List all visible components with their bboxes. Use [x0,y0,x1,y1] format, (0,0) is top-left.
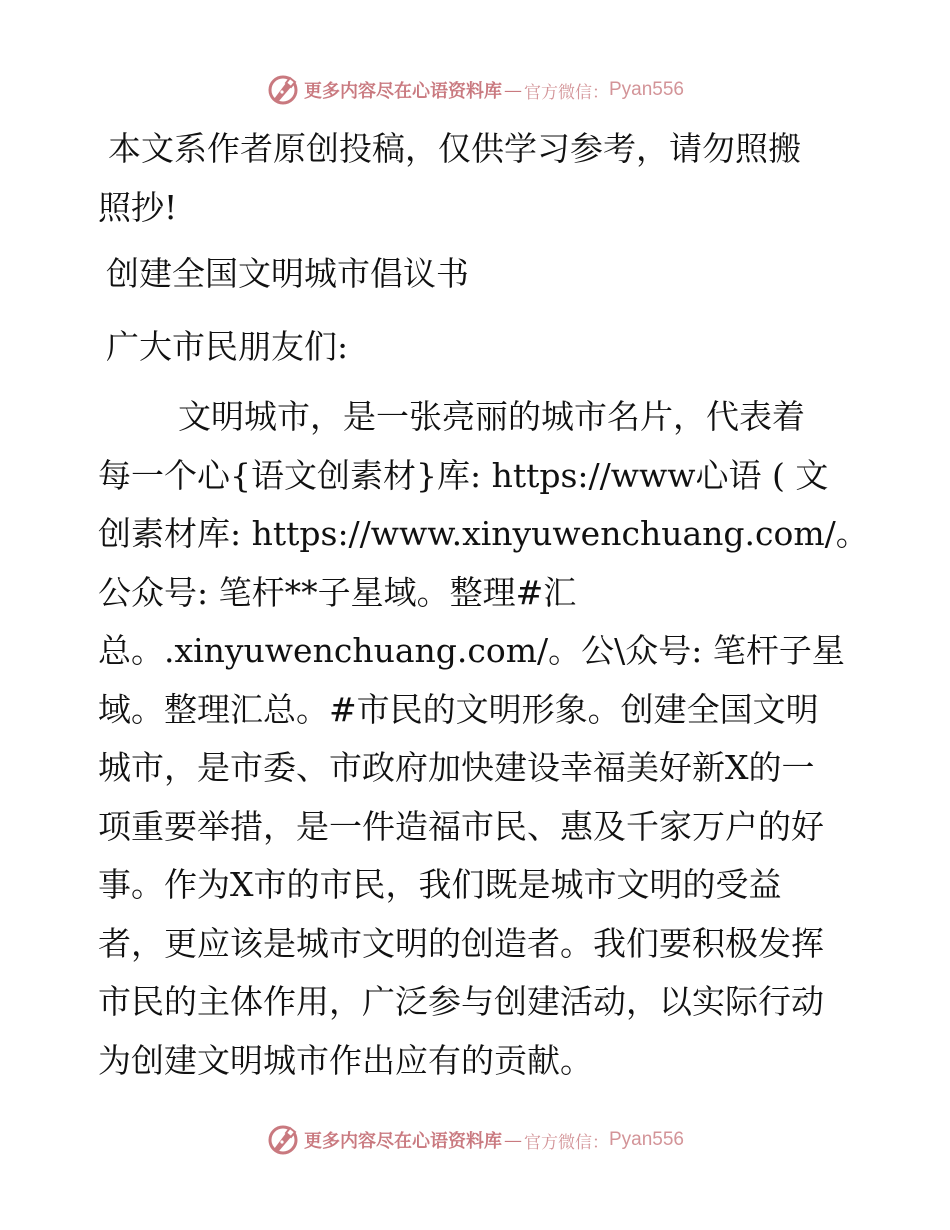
pen-nib-logo-icon [266,1123,300,1157]
body-line: 总。.xinyuwenchuang.com/。公\众号: 笔杆子星 [98,631,845,670]
greeting: 广大市民朋友们: [106,326,349,366]
header-watermark [0,70,950,110]
footer-watermark [0,1120,950,1160]
body-line: 城市，是市委、市政府加快建设幸福美好新X的一 [98,748,815,787]
body-line: 创素材库: https://www.xinyuwenchuang.com/。 [98,514,869,553]
disclaimer-line: 本文系作者原创投稿，仅供学习参考，请勿照搬 [108,129,801,168]
watermark-site-text: 更多内容尽在心语资料库 [303,81,502,102]
watermark-wechat-label: 官方微信： [523,82,609,103]
watermark-dash: — [503,1129,522,1151]
body-line: 每一个心{语文创素材}库: https://www心语 ( 文 [98,455,829,495]
body-paragraph [98,388,869,1090]
body-line: 事。作为X市的市民，我们既是城市文明的受益 [98,865,782,904]
watermark-site-text: 更多内容尽在心语资料库 [303,1131,502,1152]
body-line: 文明城市，是一张亮丽的城市名片，代表着 [178,397,805,436]
body-line: 者，更应该是城市文明的创造者。我们要积极发挥 [98,923,824,963]
watermark-wechat-id: Pyan556 [608,1129,684,1150]
body-line: 为创建文明城市作出应有的贡献。 [98,1040,593,1080]
watermark-dash: — [503,79,522,101]
body-line: 项重要举措，是一件造福市民、惠及千家万户的好 [98,806,824,846]
watermark-wechat-id: Pyan556 [608,79,684,100]
document-body [98,120,869,1090]
pen-nib-logo-icon [266,73,300,107]
disclaimer-line: 照抄! [98,187,178,227]
body-line: 公众号: 笔杆**子星域。整理#汇 [98,572,577,612]
document-title: 创建全国文明城市倡议书 [106,254,469,293]
disclaimer [98,120,858,237]
body-line: 域。整理汇总。#市民的文明形象。创建全国文明 [98,689,819,729]
watermark-wechat-label: 官方微信： [523,1132,609,1153]
body-line: 市民的主体作用，广泛参与创建活动，以实际行动 [98,982,824,1021]
